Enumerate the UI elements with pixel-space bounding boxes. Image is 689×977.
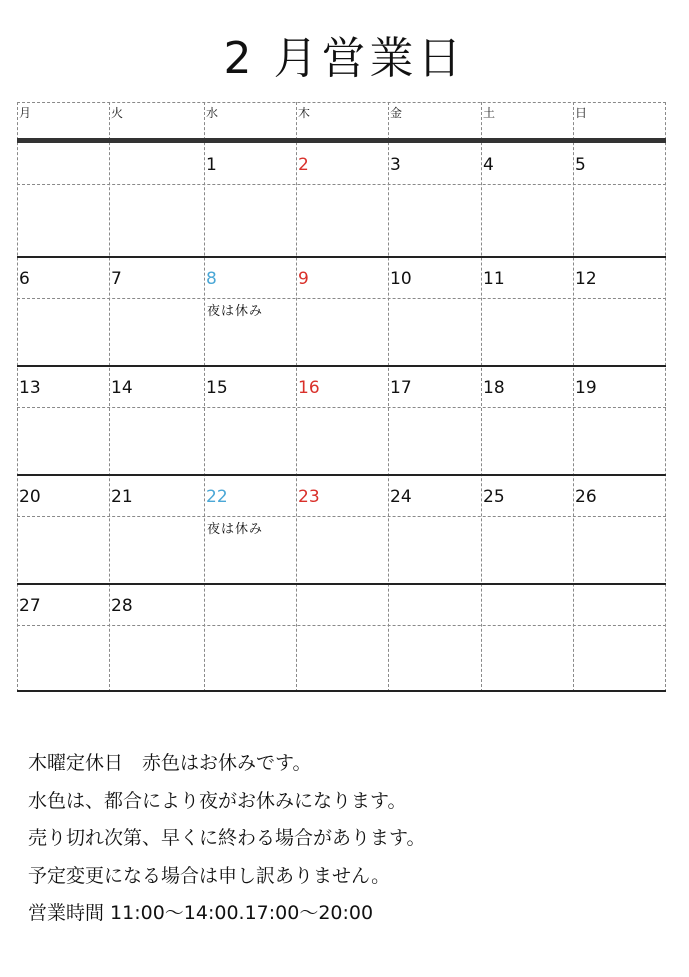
note-line: 水色は、都合により夜がお休みになります。 <box>28 789 407 812</box>
calendar-day: 26 <box>575 487 597 507</box>
calendar-day: 11 <box>483 269 505 289</box>
week-separator <box>17 256 666 258</box>
calendar-day: 20 <box>19 487 41 507</box>
grid-column-line <box>573 102 574 692</box>
calendar-day: 3 <box>390 155 401 175</box>
calendar-day: 5 <box>575 155 586 175</box>
calendar-day: 16 <box>298 378 320 398</box>
page-title: 2 月営業日 <box>223 33 466 84</box>
calendar-grid <box>17 102 666 692</box>
date-row-line <box>17 298 666 299</box>
calendar-day: 7 <box>111 269 122 289</box>
calendar-day: 17 <box>390 378 412 398</box>
date-row-line <box>17 516 666 517</box>
weekday-header: 土 <box>483 106 496 120</box>
grid-column-line <box>665 102 666 692</box>
calendar-day: 9 <box>298 269 309 289</box>
note-line: 木曜定休日 赤色はお休みです。 <box>28 752 312 774</box>
weekday-header: 日 <box>575 106 588 120</box>
grid-column-line <box>204 102 205 692</box>
calendar-day: 2 <box>298 155 309 175</box>
calendar-day: 18 <box>483 378 505 398</box>
note-line: 売り切れ次第、早くに終わる場合があります。 <box>28 827 426 849</box>
calendar-day: 25 <box>483 487 505 507</box>
calendar-day: 13 <box>19 378 41 398</box>
date-row-line <box>17 625 666 626</box>
grid-column-line <box>481 102 482 692</box>
grid-column-line <box>296 102 297 692</box>
note-line: 営業時間 11:00～14:00.17:00～20:00 <box>28 902 374 924</box>
header-separator <box>17 138 666 143</box>
calendar-day: 10 <box>390 269 412 289</box>
grid-column-line <box>109 102 110 692</box>
weekday-header: 木 <box>298 106 311 120</box>
weekday-header: 月 <box>19 106 32 120</box>
note-line: 予定変更になる場合は申し訳ありません。 <box>28 864 391 887</box>
date-row-line <box>17 407 666 408</box>
calendar-day: 28 <box>111 596 133 616</box>
notes-section <box>28 745 425 933</box>
day-note: 夜は休み <box>207 522 264 537</box>
calendar-day: 6 <box>19 269 30 289</box>
grid-column-line <box>17 102 18 692</box>
calendar-day: 12 <box>575 269 597 289</box>
calendar-day: 21 <box>111 487 133 507</box>
calendar-day: 23 <box>298 487 320 507</box>
calendar-day: 8 <box>206 269 217 289</box>
calendar-day: 15 <box>206 378 228 398</box>
grid-top-line <box>17 102 666 103</box>
week-separator <box>17 365 666 367</box>
grid-bottom-line <box>17 690 666 692</box>
date-row-line <box>17 184 666 185</box>
day-note: 夜は休み <box>207 304 264 319</box>
weekday-header: 金 <box>390 106 403 120</box>
calendar-day: 22 <box>206 487 228 507</box>
calendar-day: 27 <box>19 596 41 616</box>
grid-column-line <box>388 102 389 692</box>
week-separator <box>17 583 666 585</box>
calendar-day: 1 <box>206 155 217 175</box>
calendar-day: 19 <box>575 378 597 398</box>
calendar-day: 24 <box>390 487 412 507</box>
week-separator <box>17 474 666 476</box>
calendar-day: 14 <box>111 378 133 398</box>
calendar-day: 4 <box>483 155 494 175</box>
weekday-header: 火 <box>111 106 124 120</box>
weekday-header: 水 <box>206 106 219 120</box>
